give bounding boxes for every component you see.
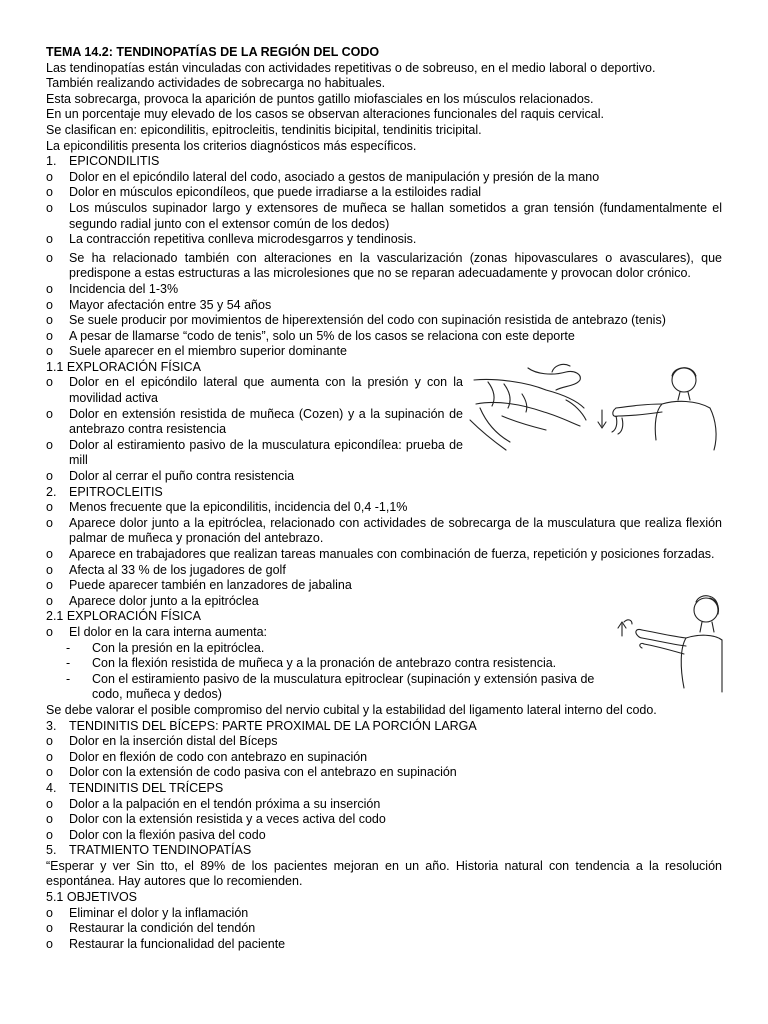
dash-icon: -	[66, 671, 71, 686]
bullet-icon: o	[46, 437, 53, 452]
section-number: 5.	[46, 843, 57, 858]
bullet-icon: o	[46, 281, 53, 296]
bullet-icon: o	[46, 313, 53, 328]
sub-list-text: Con el estiramiento pasivo de la musculatura epitroclear (supinación y extensión pasiva de codo, muñeca y dedos)	[92, 671, 595, 702]
list-item-text: Aparece dolor junto a la epitróclea	[69, 593, 259, 608]
list-item	[46, 469, 463, 485]
section-heading	[46, 719, 722, 735]
list-item	[46, 170, 722, 186]
sub-list	[46, 641, 621, 703]
list-item-text: Dolor en flexión de codo con antebrazo en supinación	[69, 749, 368, 764]
list-item-text: Aparece en trabajadores que realizan tareas manuales con combinación de fuerza, repetición y posiciones forzadas.	[69, 547, 715, 561]
list-item	[46, 407, 463, 438]
bullet-icon: o	[46, 375, 53, 390]
list-item-text: Los músculos supinador largo y extensores de muñeca se hallan sometidos a gran tensión (fundamentalmente el segundo radial junto con el extensor común de los dedos)	[69, 200, 722, 231]
woman-arms-extended-drawing	[614, 588, 724, 698]
list-item	[46, 828, 722, 844]
bullet-icon: o	[46, 827, 53, 842]
list-item-text: Dolor en el epicóndilo lateral que aumenta con la presión y con la movilidad activa	[69, 375, 463, 406]
section-number: 1.	[46, 154, 57, 169]
section-title: TRATMIENTO TENDINOPATÍAS	[69, 843, 252, 858]
page-title: TEMA 14.2: TENDINOPATÍAS DE LA REGIÓN DEL CODO	[46, 45, 380, 59]
list-item-text: Suele aparecer en el miembro superior dominante	[69, 344, 347, 359]
sub-list-text: Con la presión en la epitróclea.	[92, 640, 265, 655]
list-item-text: Aparece dolor junto a la epitróclea, relacionado con actividades de sobrecarga de la musculatura que realiza flexión palmar de muñeca y pronación del antebrazo.	[69, 515, 722, 546]
sub-list-item	[46, 641, 621, 657]
bullet-icon: o	[46, 812, 53, 827]
list-item	[46, 516, 722, 547]
list-item-text: Mayor afectación entre 35 y 54 años	[69, 297, 272, 312]
list-item	[46, 298, 722, 314]
list-item-text: Restaurar la condición del tendón	[69, 921, 256, 936]
bullet-icon: o	[46, 250, 53, 265]
subsection-title: 1.1 EXPLORACIÓN FÍSICA	[46, 359, 201, 374]
sub-list-item	[46, 672, 621, 703]
list-item	[46, 547, 722, 563]
bullet-icon: o	[46, 624, 53, 639]
intro-line: Se clasifican en: epicondilitis, epitrocleitis, tendinitis bicipital, tendinitis tricipital.	[46, 122, 482, 137]
section-number: 3.	[46, 718, 57, 733]
list-item	[46, 797, 722, 813]
bullet-icon: o	[46, 921, 53, 936]
section-number: 4.	[46, 780, 57, 795]
intro-line: Esta sobrecarga, provoca la aparición de puntos gatillo miofasciales en los músculos relacionados.	[46, 91, 594, 106]
bullet-icon: o	[46, 328, 53, 343]
epicondylitis-exam-illustration	[466, 360, 724, 456]
list-item-text: Dolor en la inserción distal del Bíceps	[69, 734, 278, 749]
list-item	[46, 500, 722, 516]
intro-line: Las tendinopatías están vinculadas con actividades repetitivas o de sobreuso, en el medio laboral o deportivo.	[46, 60, 656, 75]
list-item-text: Dolor en músculos epicondíleos, que puede irradiarse a la estiloides radial	[69, 185, 482, 200]
note-text: Se debe valorar el posible compromiso del nervio cubital y la estabilidad del ligamento lateral interno del codo.	[46, 702, 657, 717]
list-item	[46, 906, 722, 922]
bullet-icon: o	[46, 796, 53, 811]
list-item-text: Afecta al 33 % de los jugadores de golf	[69, 562, 286, 577]
epitrocleitis-exam-illustration	[614, 588, 724, 698]
list-item	[46, 185, 722, 201]
list-item-text: Dolor al estiramiento pasivo de la musculatura epicondílea: prueba de mill	[69, 437, 463, 468]
list-item	[46, 375, 463, 406]
list-item	[46, 921, 722, 937]
bullet-icon: o	[46, 905, 53, 920]
bullet-icon: o	[46, 200, 53, 215]
bullet-icon: o	[46, 936, 53, 951]
bullet-icon: o	[46, 578, 53, 593]
list-item-text: Dolor en el epicóndilo lateral del codo, asociado a gestos de manipulación y presión de la mano	[69, 169, 600, 184]
list-item	[46, 251, 722, 282]
subsection-title: 5.1 OBJETIVOS	[46, 890, 138, 905]
list-item	[46, 812, 722, 828]
section-heading	[46, 781, 722, 797]
list-item-text: La contracción repetitiva conlleva microdesgarros y tendinosis.	[69, 232, 417, 247]
bullet-icon: o	[46, 406, 53, 421]
list-item-text: Restaurar la funcionalidad del paciente	[69, 936, 286, 951]
list-item-text: Dolor a la palpación en el tendón próxima a su inserción	[69, 796, 381, 811]
list-item-text: Dolor en extensión resistida de muñeca (Cozen) y a la supinación de antebrazo contra resistencia	[69, 406, 463, 437]
document-page	[46, 45, 722, 952]
list-item	[46, 765, 722, 781]
list-item-text: Dolor al cerrar el puño contra resistencia	[69, 469, 295, 484]
list-item-text: Se ha relacionado también con alteraciones en la vascularización (zonas hipovasculares o avasculares), que predispone a estas estructuras a las microlesiones que no se reparan adecuadamente y provocan dolor crónico.	[69, 250, 722, 281]
subsection-title: 2.1 EXPLORACIÓN FÍSICA	[46, 609, 201, 624]
treatment-quote: “Esperar y ver Sin tto, el 89% de los pacientes mejoran en un año. Historia natural con tendencia a la resolución espontánea. Hay autores que lo recomienden.	[46, 858, 722, 889]
list-item	[46, 563, 722, 579]
bullet-icon: o	[46, 765, 53, 780]
list-item	[46, 438, 463, 469]
list-item	[46, 201, 722, 232]
list-item	[46, 937, 722, 953]
section-title: EPITROCLEITIS	[69, 484, 163, 499]
section-title: TENDINITIS DEL TRÍCEPS	[69, 780, 224, 795]
bullet-icon: o	[46, 232, 53, 247]
list-item	[46, 232, 722, 248]
bullet-icon: o	[46, 169, 53, 184]
intro-line: En un porcentaje muy elevado de los casos se observan alteraciones funcionales del raquis cervical.	[46, 107, 604, 122]
list-item	[46, 282, 722, 298]
section-heading	[46, 154, 722, 170]
list-item	[46, 329, 722, 345]
bullet-icon: o	[46, 547, 53, 561]
list-item	[46, 313, 722, 329]
list-item	[46, 734, 722, 750]
section-heading	[46, 843, 722, 859]
list-item-text: El dolor en la cara interna aumenta:	[69, 624, 268, 639]
section-heading	[46, 485, 722, 501]
list-item-text: Menos frecuente que la epicondilitis, incidencia del 0,4 -1,1%	[69, 500, 408, 515]
bullet-icon: o	[46, 749, 53, 764]
dash-icon: -	[66, 640, 71, 655]
list-item	[46, 344, 722, 360]
bullet-icon: o	[46, 562, 53, 577]
list-item-text: A pesar de llamarse “codo de tenis”, solo un 5% de los casos se relaciona con este deporte	[69, 328, 575, 343]
bullet-icon: o	[46, 297, 53, 312]
bullet-icon: o	[46, 515, 53, 530]
dash-icon: -	[66, 656, 71, 671]
section-title: EPICONDILITIS	[69, 154, 160, 169]
list-item-text: Se suele producir por movimientos de hiperextensión del codo con supinación resistida de antebrazo (tenis)	[69, 313, 666, 328]
bullet-icon: o	[46, 734, 53, 749]
bullet-icon: o	[46, 344, 53, 359]
list-item-text: Eliminar el dolor y la inflamación	[69, 905, 249, 920]
bullet-icon: o	[46, 500, 53, 515]
list-item	[46, 750, 722, 766]
bullet-icon: o	[46, 185, 53, 200]
exploration-list	[46, 375, 463, 484]
section-title: TENDINITIS DEL BÍCEPS: PARTE PROXIMAL DE LA PORCIÓN LARGA	[69, 718, 477, 733]
intro-line: También realizando actividades de sobrecarga no habituales.	[46, 76, 386, 91]
bullet-icon: o	[46, 469, 53, 484]
list-item-text: Dolor con la extensión de codo pasiva con el antebrazo en supinación	[69, 765, 457, 780]
intro-line: La epicondilitis presenta los criterios diagnósticos más específicos.	[46, 138, 417, 153]
list-item-text: Incidencia del 1-3%	[69, 281, 179, 296]
forearm-exam-drawing	[466, 360, 724, 456]
list-item-text: Dolor con la extensión resistida y a veces activa del codo	[69, 812, 386, 827]
list-item-text: Dolor con la flexión pasiva del codo	[69, 827, 266, 842]
sub-list-text: Con la flexión resistida de muñeca y a la pronación de antebrazo contra resistencia.	[92, 656, 557, 671]
bullet-icon: o	[46, 593, 53, 608]
sub-list-item	[46, 656, 621, 672]
section-number: 2.	[46, 484, 57, 499]
list-item-text: Puede aparecer también en lanzadores de jabalina	[69, 578, 352, 593]
